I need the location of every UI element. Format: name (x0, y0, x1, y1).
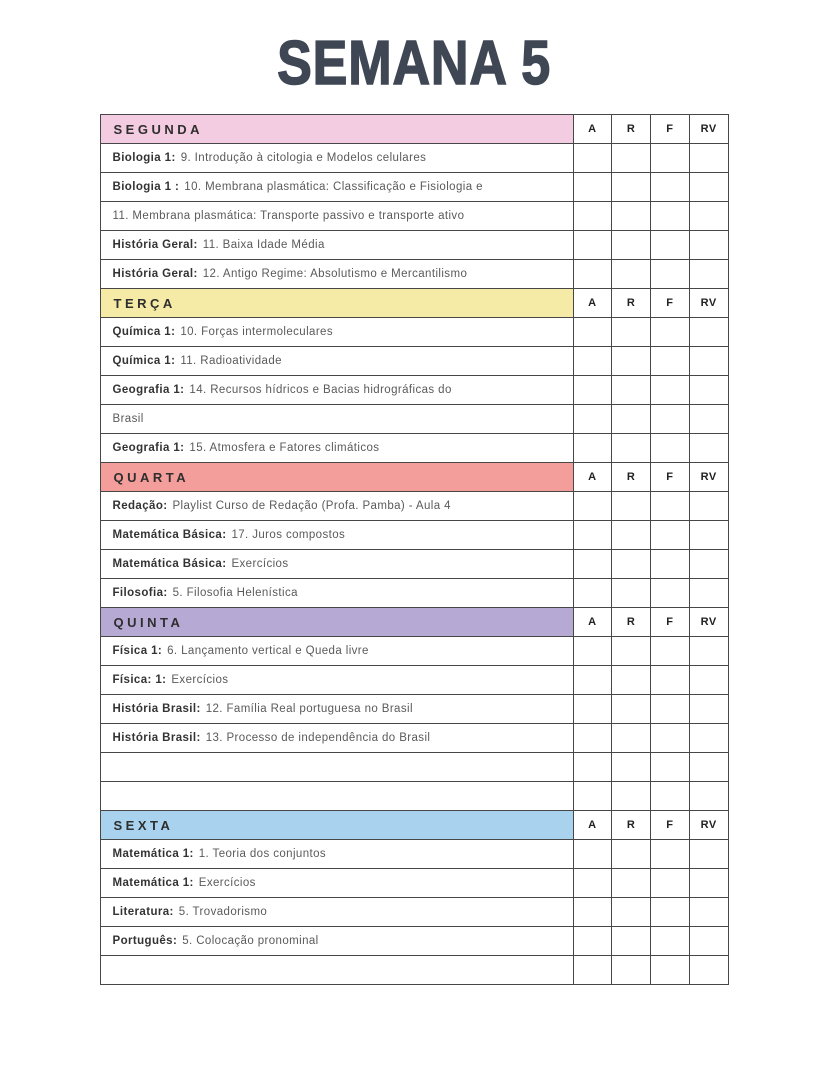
check-cell-a (573, 666, 612, 695)
check-cell-rv (689, 144, 728, 173)
subject-label: Matemática Básica: (112, 529, 227, 541)
check-cell-r (612, 376, 651, 405)
lesson-row (100, 666, 728, 695)
status-column-header-f: F (651, 811, 690, 840)
day-label-quinta: QUINTA (100, 608, 573, 637)
day-header-row (100, 811, 728, 840)
lesson-row (100, 521, 728, 550)
schedule-table-body (100, 115, 728, 985)
lesson-row (100, 898, 728, 927)
lesson-text-cell (100, 347, 573, 376)
check-cell-r (612, 521, 651, 550)
day-header-row (100, 289, 728, 318)
subject-label: Filosofia: (112, 587, 168, 599)
check-cell-rv (689, 434, 728, 463)
schedule-table (100, 114, 729, 985)
check-cell-r (612, 318, 651, 347)
topic-text: Exercícios (171, 674, 229, 686)
status-column-header-r: R (612, 463, 651, 492)
day-header-row (100, 463, 728, 492)
page-title: SEMANA 5 (277, 29, 551, 98)
lesson-text-cell (100, 260, 573, 289)
check-cell-f (651, 695, 690, 724)
check-cell-a (573, 376, 612, 405)
status-column-header-rv: RV (689, 811, 728, 840)
topic-text: Playlist Curso de Redação (Profa. Pamba) - Aula 4 (172, 500, 451, 512)
check-cell-rv (689, 666, 728, 695)
check-cell-f (651, 927, 690, 956)
lesson-row (100, 753, 728, 782)
check-cell-r (612, 782, 651, 811)
lesson-row (100, 840, 728, 869)
check-cell-a (573, 579, 612, 608)
subject-label: Matemática 1: (112, 848, 194, 860)
subject-label: Geografia 1: (112, 384, 185, 396)
day-header-row (100, 608, 728, 637)
topic-text: 17. Juros compostos (231, 529, 346, 541)
check-cell-r (612, 927, 651, 956)
status-column-header-rv: RV (689, 289, 728, 318)
lesson-row (100, 956, 728, 985)
check-cell-a (573, 898, 612, 927)
check-cell-a (573, 695, 612, 724)
topic-text: 9. Introdução à citologia e Modelos celulares (180, 152, 427, 164)
status-column-header-f: F (651, 463, 690, 492)
check-cell-f (651, 898, 690, 927)
check-cell-rv (689, 753, 728, 782)
check-cell-f (651, 753, 690, 782)
check-cell-r (612, 173, 651, 202)
status-column-header-r: R (612, 289, 651, 318)
check-cell-rv (689, 869, 728, 898)
subject-label: Matemática Básica: (112, 558, 227, 570)
check-cell-a (573, 840, 612, 869)
check-cell-rv (689, 492, 728, 521)
lesson-row (100, 144, 728, 173)
lesson-row (100, 550, 728, 579)
lesson-row (100, 695, 728, 724)
status-column-header-f: F (651, 115, 690, 144)
check-cell-r (612, 202, 651, 231)
lesson-text-cell (100, 318, 573, 347)
check-cell-rv (689, 347, 728, 376)
check-cell-a (573, 260, 612, 289)
check-cell-r (612, 579, 651, 608)
check-cell-r (612, 956, 651, 985)
topic-text: Exercícios (198, 877, 256, 889)
subject-label: Matemática 1: (112, 877, 194, 889)
check-cell-a (573, 492, 612, 521)
check-cell-a (573, 753, 612, 782)
topic-text: 12. Antigo Regime: Absolutismo e Mercantilismo (202, 268, 468, 280)
subject-label: História Brasil: (112, 732, 201, 744)
check-cell-f (651, 202, 690, 231)
lesson-text-cell (100, 840, 573, 869)
check-cell-r (612, 637, 651, 666)
check-cell-r (612, 492, 651, 521)
subject-label: Geografia 1: (112, 442, 185, 454)
lesson-text-cell (100, 869, 573, 898)
check-cell-rv (689, 579, 728, 608)
check-cell-f (651, 869, 690, 898)
lesson-text-cell (100, 173, 573, 202)
check-cell-r (612, 231, 651, 260)
topic-text: 6. Lançamento vertical e Queda livre (167, 645, 369, 657)
topic-text: 5. Filosofia Helenística (172, 587, 298, 599)
lesson-text-cell (100, 898, 573, 927)
check-cell-f (651, 637, 690, 666)
check-cell-f (651, 550, 690, 579)
check-cell-r (612, 695, 651, 724)
lesson-text-cell (100, 927, 573, 956)
topic-text: 11. Baixa Idade Média (202, 239, 325, 251)
check-cell-rv (689, 927, 728, 956)
check-cell-r (612, 666, 651, 695)
lesson-text-cell (100, 666, 573, 695)
title-area (0, 0, 828, 96)
lesson-text-cell (100, 724, 573, 753)
topic-text: 10. Membrana plasmática: Classificação e Fisiologia e (184, 181, 483, 193)
lesson-row (100, 492, 728, 521)
check-cell-r (612, 753, 651, 782)
lesson-text-cell (100, 521, 573, 550)
topic-text: 1. Teoria dos conjuntos (198, 848, 327, 860)
subject-label: Redação: (112, 500, 168, 512)
day-label-quarta: QUARTA (100, 463, 573, 492)
check-cell-f (651, 173, 690, 202)
check-cell-rv (689, 260, 728, 289)
check-cell-a (573, 550, 612, 579)
subject-label: História Geral: (112, 239, 198, 251)
topic-text: Exercícios (231, 558, 289, 570)
check-cell-rv (689, 405, 728, 434)
status-column-header-a: A (573, 463, 612, 492)
status-column-header-r: R (612, 115, 651, 144)
check-cell-r (612, 434, 651, 463)
check-cell-a (573, 637, 612, 666)
check-cell-f (651, 144, 690, 173)
check-cell-rv (689, 898, 728, 927)
check-cell-r (612, 347, 651, 376)
check-cell-r (612, 724, 651, 753)
subject-label: Física: 1: (112, 674, 167, 686)
lesson-row (100, 782, 728, 811)
check-cell-r (612, 405, 651, 434)
day-label-sexta: SEXTA (100, 811, 573, 840)
subject-label: Português: (112, 935, 178, 947)
lesson-row (100, 260, 728, 289)
check-cell-a (573, 927, 612, 956)
status-column-header-f: F (651, 289, 690, 318)
check-cell-f (651, 579, 690, 608)
lesson-text-cell (100, 550, 573, 579)
check-cell-f (651, 260, 690, 289)
check-cell-a (573, 144, 612, 173)
check-cell-a (573, 347, 612, 376)
lesson-row (100, 231, 728, 260)
lesson-row (100, 347, 728, 376)
topic-text: 11. Membrana plasmática: Transporte passivo e transporte ativo (112, 210, 465, 222)
topic-text: 13. Processo de independência do Brasil (205, 732, 431, 744)
check-cell-a (573, 173, 612, 202)
check-cell-r (612, 550, 651, 579)
check-cell-f (651, 231, 690, 260)
subject-label: Física 1: (112, 645, 163, 657)
subject-label: História Brasil: (112, 703, 201, 715)
check-cell-r (612, 898, 651, 927)
topic-text: 10. Forças intermoleculares (180, 326, 334, 338)
check-cell-r (612, 260, 651, 289)
check-cell-rv (689, 550, 728, 579)
day-label-segunda: SEGUNDA (100, 115, 573, 144)
subject-label: Biologia 1 : (112, 181, 180, 193)
status-column-header-a: A (573, 289, 612, 318)
check-cell-rv (689, 173, 728, 202)
lesson-text-cell (100, 202, 573, 231)
topic-text: 12. Família Real portuguesa no Brasil (205, 703, 413, 715)
lesson-row (100, 637, 728, 666)
lesson-text-cell (100, 753, 573, 782)
check-cell-a (573, 956, 612, 985)
topic-text: 14. Recursos hídricos e Bacias hidrográficas do (189, 384, 452, 396)
check-cell-f (651, 434, 690, 463)
lesson-row (100, 376, 728, 405)
check-cell-f (651, 521, 690, 550)
check-cell-f (651, 724, 690, 753)
status-column-header-a: A (573, 115, 612, 144)
lesson-text-cell (100, 579, 573, 608)
lesson-row (100, 579, 728, 608)
lesson-row (100, 927, 728, 956)
topic-text: 15. Atmosfera e Fatores climáticos (189, 442, 380, 454)
status-column-header-rv: RV (689, 463, 728, 492)
check-cell-rv (689, 840, 728, 869)
lesson-row (100, 869, 728, 898)
check-cell-f (651, 405, 690, 434)
lesson-row (100, 724, 728, 753)
check-cell-f (651, 347, 690, 376)
lesson-text-cell (100, 492, 573, 521)
status-column-header-r: R (612, 811, 651, 840)
check-cell-rv (689, 318, 728, 347)
lesson-row (100, 318, 728, 347)
lesson-text-cell (100, 144, 573, 173)
lesson-text-cell (100, 956, 573, 985)
lesson-text-cell (100, 434, 573, 463)
check-cell-rv (689, 695, 728, 724)
check-cell-a (573, 318, 612, 347)
lesson-text-cell (100, 695, 573, 724)
topic-text: 5. Trovadorismo (178, 906, 268, 918)
topic-text: Brasil (112, 413, 144, 425)
status-column-header-rv: RV (689, 608, 728, 637)
lesson-text-cell (100, 231, 573, 260)
check-cell-rv (689, 724, 728, 753)
check-cell-rv (689, 231, 728, 260)
subject-label: Biologia 1: (112, 152, 176, 164)
check-cell-f (651, 782, 690, 811)
day-label-terca: TERÇA (100, 289, 573, 318)
subject-label: Química 1: (112, 326, 176, 338)
check-cell-a (573, 434, 612, 463)
lesson-row (100, 434, 728, 463)
check-cell-f (651, 318, 690, 347)
check-cell-r (612, 869, 651, 898)
check-cell-a (573, 231, 612, 260)
subject-label: Química 1: (112, 355, 176, 367)
status-column-header-a: A (573, 608, 612, 637)
check-cell-rv (689, 956, 728, 985)
topic-text: 11. Radioatividade (180, 355, 282, 367)
lesson-text-cell (100, 637, 573, 666)
check-cell-rv (689, 521, 728, 550)
lesson-row (100, 405, 728, 434)
lesson-text-cell (100, 376, 573, 405)
check-cell-f (651, 956, 690, 985)
check-cell-a (573, 724, 612, 753)
subject-label: Literatura: (112, 906, 174, 918)
status-column-header-r: R (612, 608, 651, 637)
check-cell-f (651, 376, 690, 405)
check-cell-rv (689, 376, 728, 405)
check-cell-rv (689, 782, 728, 811)
subject-label: História Geral: (112, 268, 198, 280)
check-cell-rv (689, 637, 728, 666)
status-column-header-f: F (651, 608, 690, 637)
lesson-row (100, 173, 728, 202)
lesson-text-cell (100, 405, 573, 434)
check-cell-f (651, 666, 690, 695)
check-cell-f (651, 492, 690, 521)
lesson-text-cell (100, 782, 573, 811)
check-cell-a (573, 869, 612, 898)
status-column-header-rv: RV (689, 115, 728, 144)
check-cell-r (612, 840, 651, 869)
check-cell-r (612, 144, 651, 173)
status-column-header-a: A (573, 811, 612, 840)
check-cell-a (573, 782, 612, 811)
check-cell-a (573, 521, 612, 550)
check-cell-f (651, 840, 690, 869)
topic-text: 5. Colocação pronominal (182, 935, 319, 947)
check-cell-a (573, 202, 612, 231)
day-header-row (100, 115, 728, 144)
check-cell-a (573, 405, 612, 434)
lesson-row (100, 202, 728, 231)
check-cell-rv (689, 202, 728, 231)
